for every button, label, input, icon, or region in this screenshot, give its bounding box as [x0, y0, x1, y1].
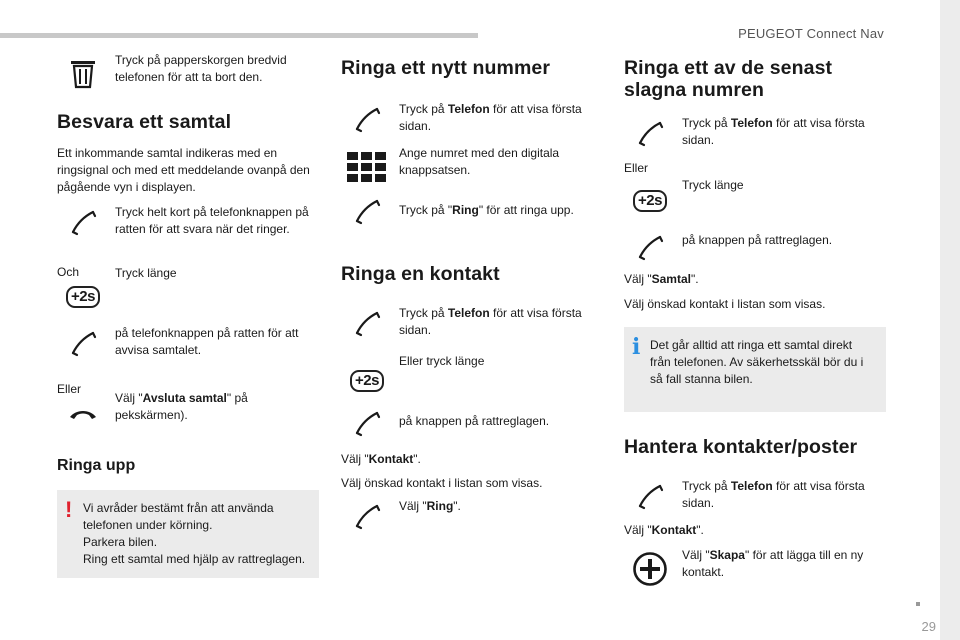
answer-title: Besvara ett samtal: [57, 111, 232, 133]
steering-phone-icon: [624, 115, 676, 151]
steering-phone-icon: [341, 305, 393, 341]
steering-phone-icon: [624, 229, 676, 265]
steering-phone-icon: [341, 101, 393, 137]
warning-line: Vi avråder bestämt från att använda telefonen under körning.: [83, 501, 274, 532]
recent-eller: Eller: [624, 161, 649, 175]
two-seconds-icon: +2s: [57, 279, 109, 315]
info-icon: i: [632, 334, 641, 360]
steering-phone-icon: [341, 405, 393, 441]
warning-note: [57, 490, 319, 578]
manage-title: Hantera kontakter/poster: [624, 436, 858, 458]
short-press-step: [57, 204, 319, 248]
column-left: [57, 52, 319, 578]
end-call-step: [57, 390, 319, 434]
trash-icon: [57, 52, 109, 96]
trash-text: Tryck på papperskorgen bredvid telefonen för att ta bort den.: [115, 53, 287, 84]
new-number-title: Ringa ett nytt nummer: [341, 57, 551, 79]
manage-create-step: Välj "Skapa" för att lägga till en ny kontakt.: [624, 547, 886, 587]
recent-select: Välj "Samtal".: [624, 272, 699, 286]
long-press-text: Tryck länge: [115, 266, 177, 280]
contact-step-2: +2s Eller tryck länge: [341, 353, 589, 403]
hang-up-icon: [57, 396, 109, 432]
two-seconds-icon: +2s: [624, 183, 676, 219]
warning-line: Ring ett samtal med hjälp av rattreglagen.: [83, 552, 306, 566]
plus-circle-icon: [624, 551, 676, 587]
trash-step: [57, 52, 319, 96]
contact-step-3: på knappen på rattreglagen.: [341, 405, 589, 449]
keypad-icon: [341, 149, 393, 185]
column-middle: [341, 52, 589, 534]
short-press-text: Tryck helt kort på telefonknappen på ratten för att svara när det ringer.: [115, 205, 309, 236]
answer-intro: Ett inkommande samtal indikeras med en ringsignal och med ett meddelande ovanpå den pågående vyn i displayen.: [57, 146, 310, 194]
contact-title: Ringa en kontakt: [341, 263, 500, 285]
recent-long-press: +2s Tryck länge: [624, 177, 886, 221]
reject-text: på telefonknappen på ratten för att avvisa samtalet.: [115, 326, 299, 357]
contact-choose: Välj önskad kontakt i listan som visas.: [341, 476, 543, 490]
och-label: Och: [57, 265, 80, 279]
header-bar: [0, 33, 478, 38]
brand-title: PEUGEOT Connect Nav: [738, 26, 884, 41]
long-press-step: [57, 265, 319, 315]
steering-phone-icon: [341, 498, 393, 534]
ringa-upp-title: Ringa upp: [57, 457, 136, 474]
page-marker: [916, 602, 920, 606]
recent-step-1: Tryck på Telefon för att visa första sidan.: [624, 115, 886, 155]
eller-label: Eller: [57, 382, 82, 396]
steering-phone-icon: [341, 193, 393, 229]
steering-phone-icon: [57, 204, 109, 240]
warning-line: Parkera bilen.: [83, 535, 158, 549]
steering-phone-icon: [57, 325, 109, 361]
warning-icon: !: [65, 497, 73, 522]
contact-ring-step: Välj "Ring".: [341, 498, 589, 534]
manage-step-1: Tryck på Telefon för att visa första sidan.: [624, 478, 886, 522]
new-number-step-1: Tryck på Telefon för att visa första sidan.: [341, 101, 589, 145]
page-number: 29: [921, 619, 936, 634]
reject-step: [57, 325, 319, 369]
recent-choose: Välj önskad kontakt i listan som visas.: [624, 297, 826, 311]
new-number-step-3: Tryck på "Ring" för att ringa upp.: [341, 193, 589, 237]
steering-phone-icon: [624, 478, 676, 514]
two-seconds-icon: +2s: [341, 363, 393, 399]
page-edge-strip: [940, 0, 960, 640]
column-right: [624, 52, 886, 587]
end-call-text: Välj "Avsluta samtal" på pekskärmen).: [115, 391, 248, 422]
contact-select: Välj "Kontakt".: [341, 452, 421, 466]
manage-select: Välj "Kontakt".: [624, 523, 704, 537]
recent-title: Ringa ett av de senast slagna numren: [624, 57, 833, 101]
recent-button-step: på knappen på rattreglagen.: [624, 229, 886, 269]
info-note: i Det går alltid att ringa ett samtal direkt från telefonen. Av säkerhetsskäl bör du i så fall stanna bilen.: [624, 327, 886, 412]
new-number-step-2: Ange numret med den digitala knappsatsen.: [341, 145, 589, 191]
contact-step-1: Tryck på Telefon för att visa första sidan.: [341, 305, 589, 349]
